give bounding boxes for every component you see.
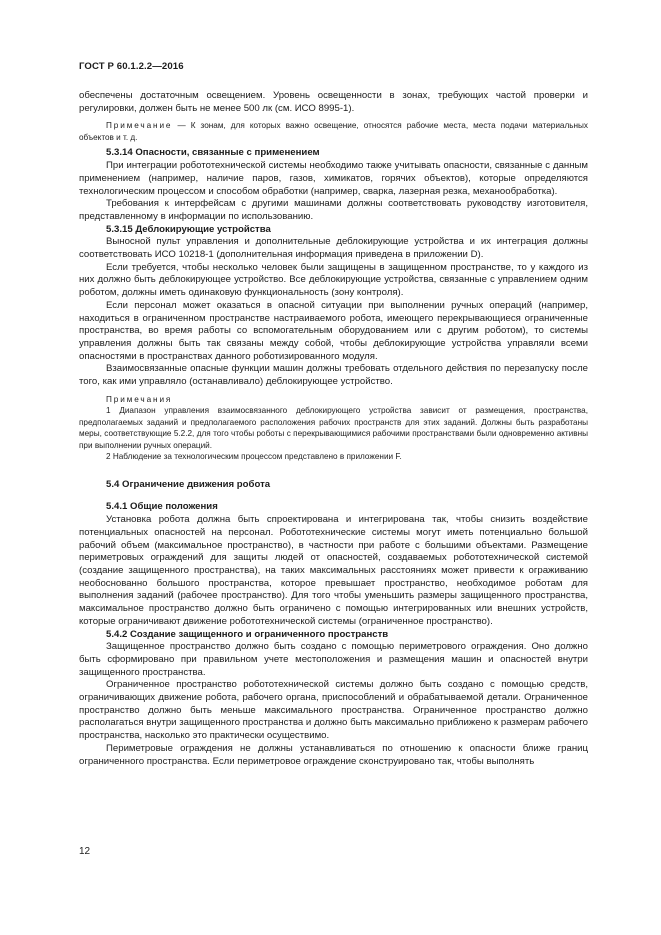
page-number: 12 xyxy=(79,846,91,857)
paragraph-5-3-15-1: Выносной пульт управления и дополнительные деблокирующие устройства и их интеграция должны соответствовать ИСО 10218-1 (дополнительная информация приведена в приложении D). xyxy=(79,236,588,261)
document-header: ГОСТ Р 60.1.2.2—2016 xyxy=(79,61,184,72)
heading-5-4: 5.4 Ограничение движения робота xyxy=(106,478,271,490)
paragraph-5-4-1: Установка робота должна быть спроектирована и интегрирована так, чтобы снизить воздействие потенциальных опасностей на персонал. Робототехнические системы могут иметь потенциально большой рабочий объем (максимальное пространство), в частности при работе с большими объектами. Размещение периметровых ограждений для защиты людей от опасностей, создаваемых робототехнической системой (создание защищенного пространства), на таких максимальных расстояниях может привести к ограживанию необоснованно большого пространства, которое превышает пространство, необходимое роботам для выполнения заданий (рабочее пространство). Для того чтобы уменьшить размеры защищенного пространства, максимальное пространство должно быть ограничено с помощью интегрированных или внешних устройств, которые ограничивают движение робототехнической системы (ограниченное пространство). xyxy=(79,514,588,627)
paragraph-5-4-2-1: Защищенное пространство должно быть создано с помощью периметрового ограждения. Оно должно быть сформировано при правильном учете местоположения и размещения машин и опасностей внутри защищенного пространства. xyxy=(79,641,588,678)
note-lighting xyxy=(79,120,588,143)
note-item-2: 2 Наблюдение за технологическим процессом представлено в приложении F. xyxy=(106,452,402,462)
paragraph-5-3-14-1: При интеграции робототехнической системы необходимо также учитывать опасности, связанные с данным применением (например, наличие паров, газов, химикатов, горячих объектов), которые определяются технологическим процессом и способом обработки (например, сварка, лазерная резка, механообработка). xyxy=(79,160,588,197)
note-item-1: 1 Диапазон управления взаимосвязанного деблокирующего устройства зависит от размещения, пространства, предполагаемых заданий и предполагаемого расположения рабочих пространств для этих заданий. Должны быть разработаны меры, соответствующие 5.2.2, для того чтобы роботы с перекрывающимися рабочими пространствами были одновременно активны при выполнении ручных операций. xyxy=(79,406,588,450)
heading-5-3-14: 5.3.14 Опасности, связанные с применением xyxy=(106,147,320,159)
paragraph-5-3-15-4: Взаимосвязанные опасные функции машин должны требовать отдельного действия по перезапуску после того, как ими управляло (останавливало) деблокирующее устройство. xyxy=(79,363,588,388)
paragraph-5-3-15-3: Если персонал может оказаться в опасной ситуации при выполнении ручных операций (например, находиться в ограниченном пространстве настраиваемого робота, имеющего перекрывающиеся ограниченные пространства, во время работы со вспомогательным оборудованием или с другим роботом), то системы управления должны быть так связаны между собой, чтобы деблокирующие устройства управляли всеми опасностями в пространствах данного роботизированного модуля. xyxy=(79,299,588,362)
heading-5-4-2: 5.4.2 Создание защищенного и ограниченного пространств xyxy=(106,628,389,640)
heading-5-4-1: 5.4.1 Общие положения xyxy=(106,501,218,513)
paragraph-5-4-2-2: Ограниченное пространство робототехнической системы должно быть создано с помощью средств, ограничивающих движение робота, рабочего органа, приспособлений и обрабатываемой детали. Ограниченное пространство должно быть меньше максимального пространства. Ограниченное пространство должно располагаться внутри защищенного пространства и должно быть максимально приближено к размерам рабочего пространства, насколько это практически осуществимо. xyxy=(79,679,588,742)
notes-label xyxy=(79,394,588,406)
page-body xyxy=(79,90,588,768)
notes-label-text: Примечания xyxy=(106,394,173,404)
heading-5-3-15: 5.3.15 Деблокирующие устройства xyxy=(106,223,271,235)
note-text: — К зонам, для которых важно освещение, относятся рабочие места, места подачи материальных объектов и т. д. xyxy=(79,121,588,142)
paragraph-5-3-15-2: Если требуется, чтобы несколько человек были защищены в защищенном пространстве, то у каждого из них должно быть деблокирующее устройство. Все деблокирующие устройства, связанные с управлением одним роботом, должны иметь одинаковую функциональность (зону контроля). xyxy=(79,261,588,299)
paragraph-5-3-14-2: Требования к интерфейсам с другими машинами должны соответствовать руководству изготовителя, представленному в информации по использованию. xyxy=(79,198,588,222)
note-label: Примечание xyxy=(106,121,173,131)
paragraph-5-4-2-3: Периметровые ограждения не должны устанавливаться по отношению к опасности ближе границ ограниченного пространства. Если периметровое ограждение сконструировано так, чтобы выполнять xyxy=(79,742,588,767)
paragraph-intro: обеспечены достаточным освещением. Уровень освещенности в зонах, требующих частой проверки и регулировки, должен быть не менее 500 лк (см. ИСО 8995-1). xyxy=(79,90,588,114)
